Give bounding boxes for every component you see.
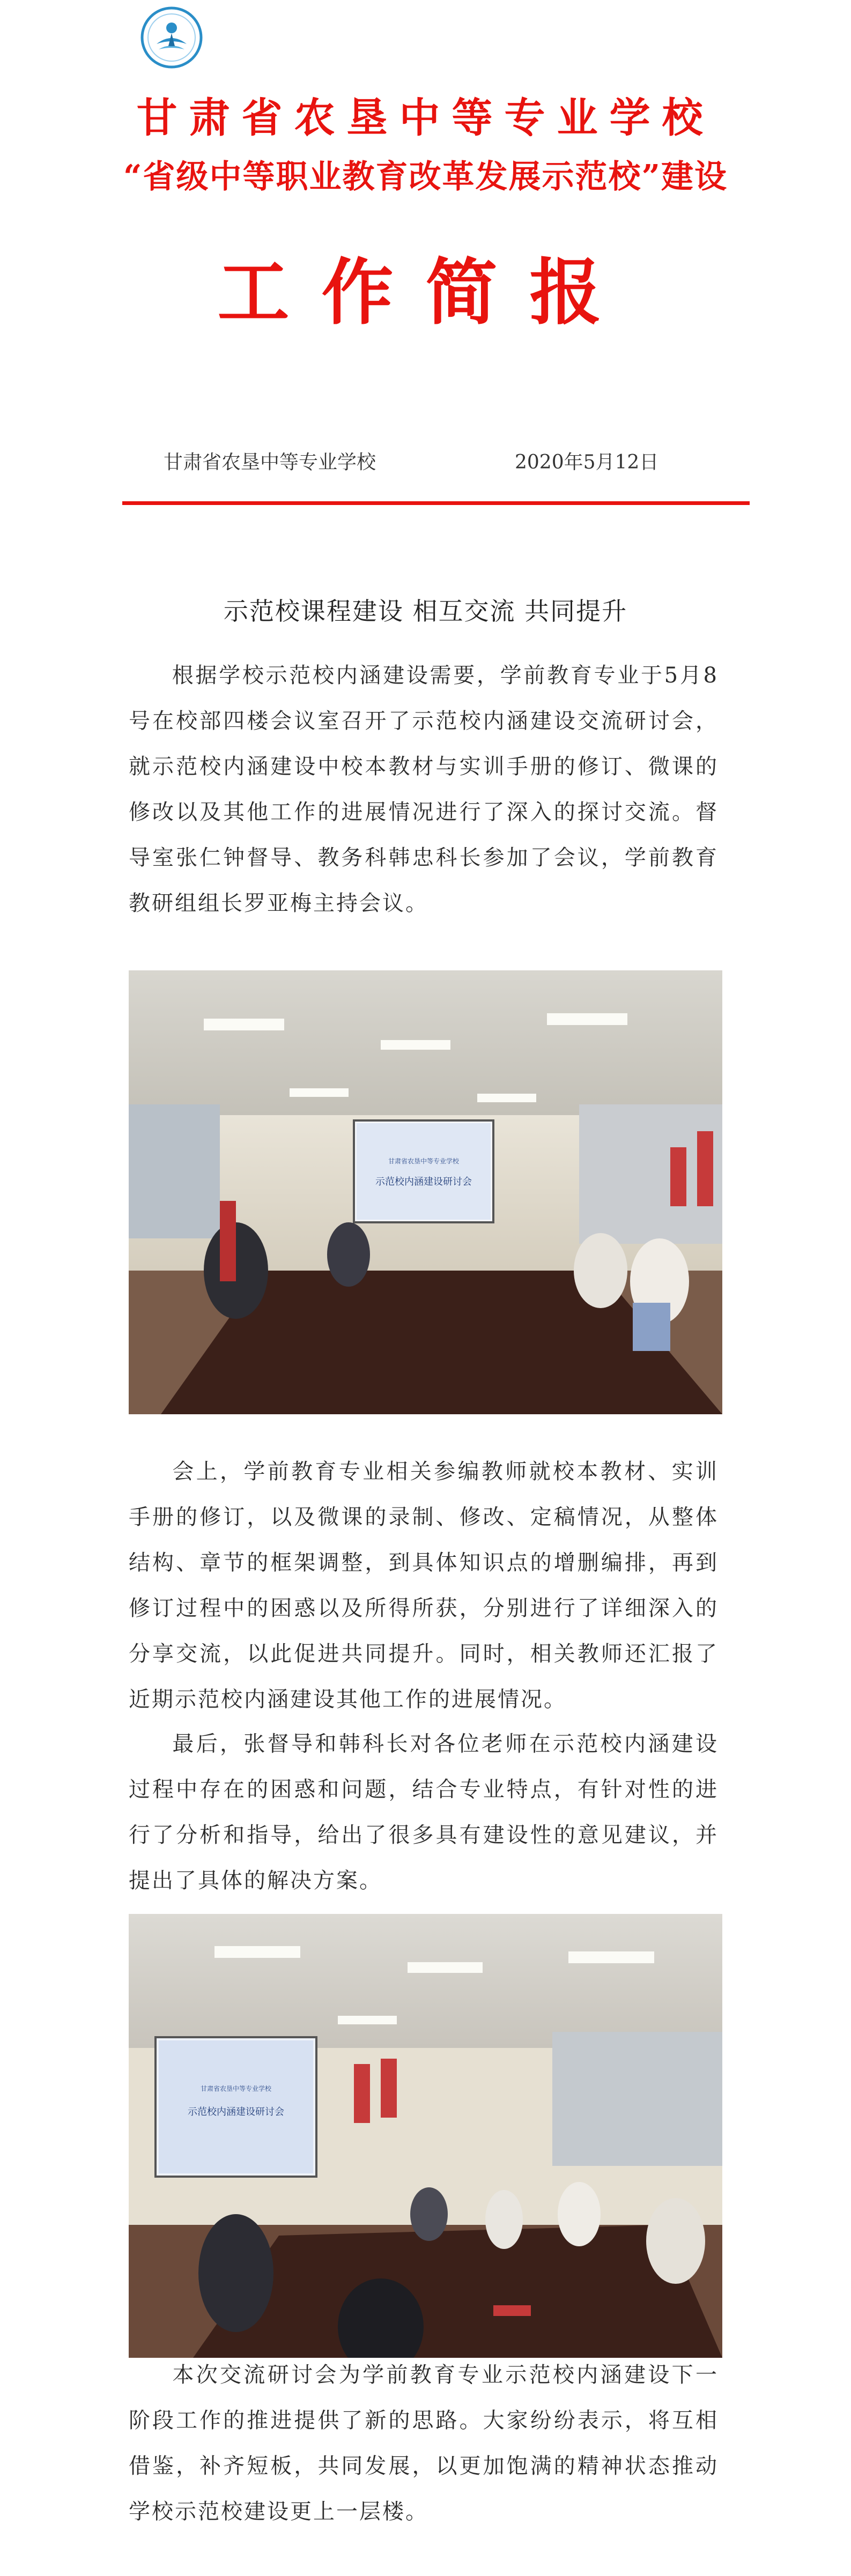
meeting-photo-2 xyxy=(129,1914,722,2358)
project-title-heading: “省级中等职业教育改革发展示范校”建设 xyxy=(123,158,728,196)
bulletin-title: 工作简报 xyxy=(217,250,634,335)
meeting-photo-1 xyxy=(129,970,722,1414)
article-paragraph-1: 根据学校示范校内涵建设需要，学前教育专业于5月8号在校部四楼会议室召开了示范校内涵建设交流研讨会，就示范校内涵建设中校本教材与实训手册的修订、微课的修改以及其他工作的进展情况进行了深入的探讨交流。督导室张仁钟督导、教务科韩忠科长参加了会议，学前教育教研组组长罗亚梅主持会议。 xyxy=(129,663,719,916)
article-paragraph-3: 最后，张督导和韩科长对各位老师在示范校内涵建设过程中存在的困惑和问题，结合专业特点，有针对性的进行了分析和指导，给出了很多具有建设性的意见建议，并提出了具体的解决方案。 xyxy=(129,1732,719,1893)
article-paragraph-2: 会上，学前教育专业相关参编教师就校本教材、实训手册的修订，以及微课的录制、修改、定稿情况，从整体结构、章节的框架调整，到具体知识点的增删编排，再到修订过程中的困惑以及所得所获，分别进行了详细深入的分享交流，以此促进共同提升。同时，相关教师还汇报了近期示范校内涵建设其他工作的进展情况。 xyxy=(129,1459,719,1712)
screen-subheading-1: 甘肃省农垦中等专业学校 xyxy=(388,1157,460,1165)
issuer-name: 甘肃省农垦中等专业学校 xyxy=(164,451,376,473)
screen-heading-2: 示范校内涵建设研讨会 xyxy=(188,2106,284,2118)
screen-subheading-2: 甘肃省农垦中等专业学校 xyxy=(200,2085,272,2092)
article-title: 示范校课程建设 相互交流 共同提升 xyxy=(223,597,628,626)
issue-date: 2020年5月12日 xyxy=(515,451,659,473)
header-divider xyxy=(122,501,750,505)
school-logo xyxy=(140,6,203,69)
article-paragraph-4: 本次交流研讨会为学前教育专业示范校内涵建设下一阶段工作的推进提供了新的思路。大家纷纷表示，将互相借鉴，补齐短板，共同发展，以更加饱满的精神状态推动学校示范校建设更上一层楼。 xyxy=(129,2363,719,2524)
school-name-heading: 甘肃省农垦中等专业学校 xyxy=(136,94,715,142)
screen-heading-1: 示范校内涵建设研讨会 xyxy=(375,1176,472,1187)
